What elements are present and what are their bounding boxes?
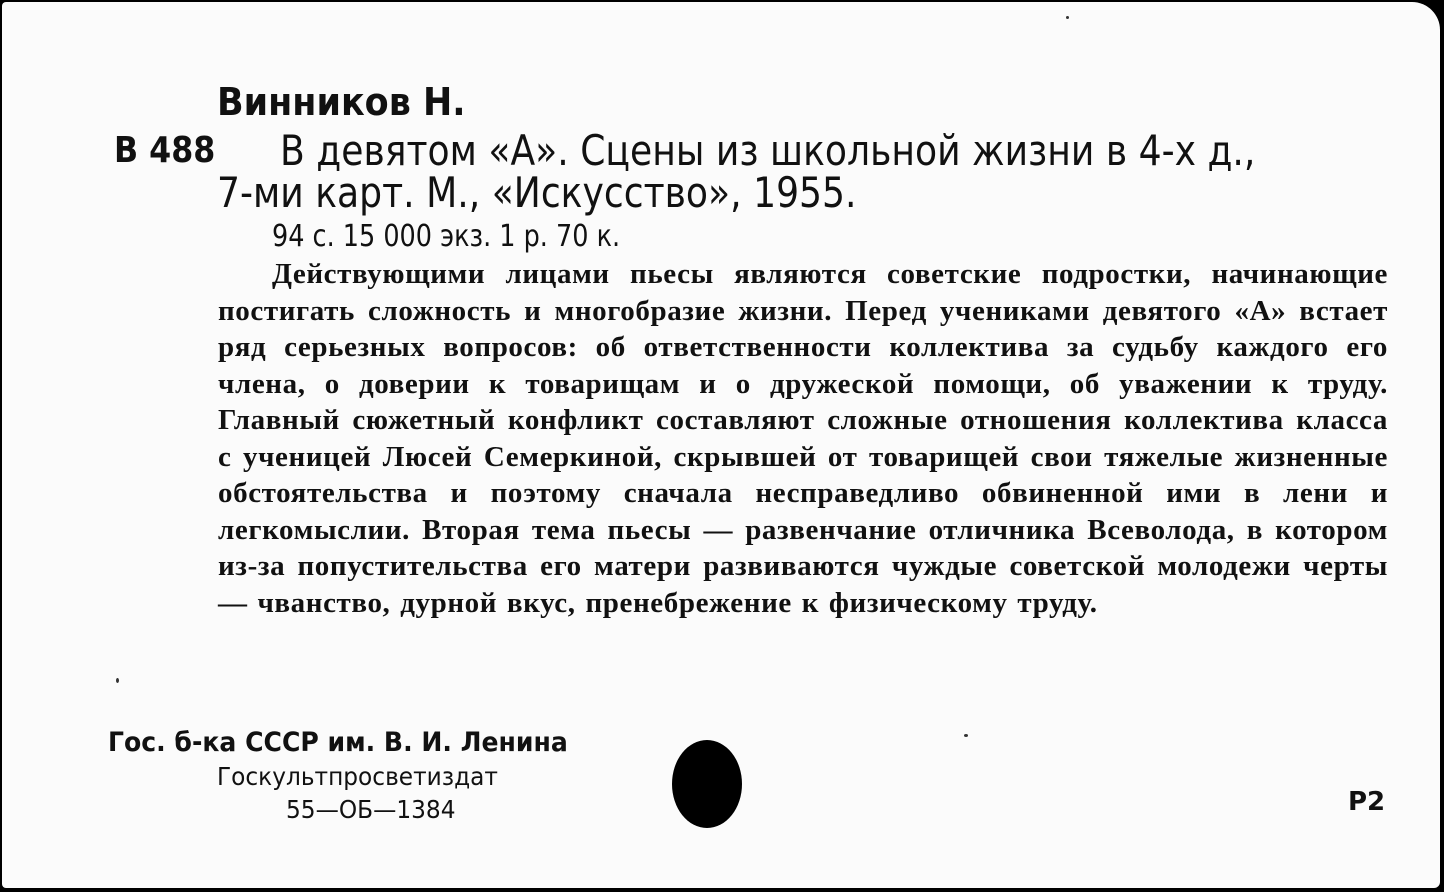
dust-speck xyxy=(116,678,119,683)
dust-speck xyxy=(964,734,968,737)
call-number: В 488 xyxy=(114,130,216,171)
card-number: 55—ОБ—1384 xyxy=(286,795,456,824)
publisher-name: Госкультпросветиздат xyxy=(217,762,498,791)
annotation-text: Действующими лицами пьесы являются советские подростки, начинающие постигать сложность и многобразие жизни. Перед учениками девятого «А» встает ряд серьезных вопросов: об ответственности коллектива за судьбу каждого его члена, о доверии к товарищам и о дружеской помощи, об уважении к труду. Главный сюжетный конфликт составляют сложные отношения коллектива класса с ученицей Люсей Семеркиной, скрывшей от товарищей свои тяжелые жизненные обстоятельства и поэтому сначала несправедливо обвиненной ими в лени и легкомыслии. Вторая тема пьесы — развенчание отличника Всеволода, в котором из-за попустительства его матери развиваются чуждые советской молодежи черты — чванство, дурной вкус, пренебрежение к физическому труду. xyxy=(218,258,1388,619)
library-name: Гос. б-ка СССР им. В. И. Ленина xyxy=(108,727,568,758)
catalog-card xyxy=(2,2,1440,888)
shelf-mark: Р2 xyxy=(1348,787,1386,817)
dust-speck xyxy=(1066,16,1069,19)
imprint-details: 94 с. 15 000 экз. 1 р. 70 к. xyxy=(272,219,621,254)
author-name: Винников Н. xyxy=(217,80,466,124)
title-line-2: 7-ми карт. М., «Искусство», 1955. xyxy=(217,168,857,217)
punch-hole xyxy=(672,740,742,828)
title-line-1: В девятом «А». Сцены из школьной жизни в 4-х д., xyxy=(280,126,1256,175)
